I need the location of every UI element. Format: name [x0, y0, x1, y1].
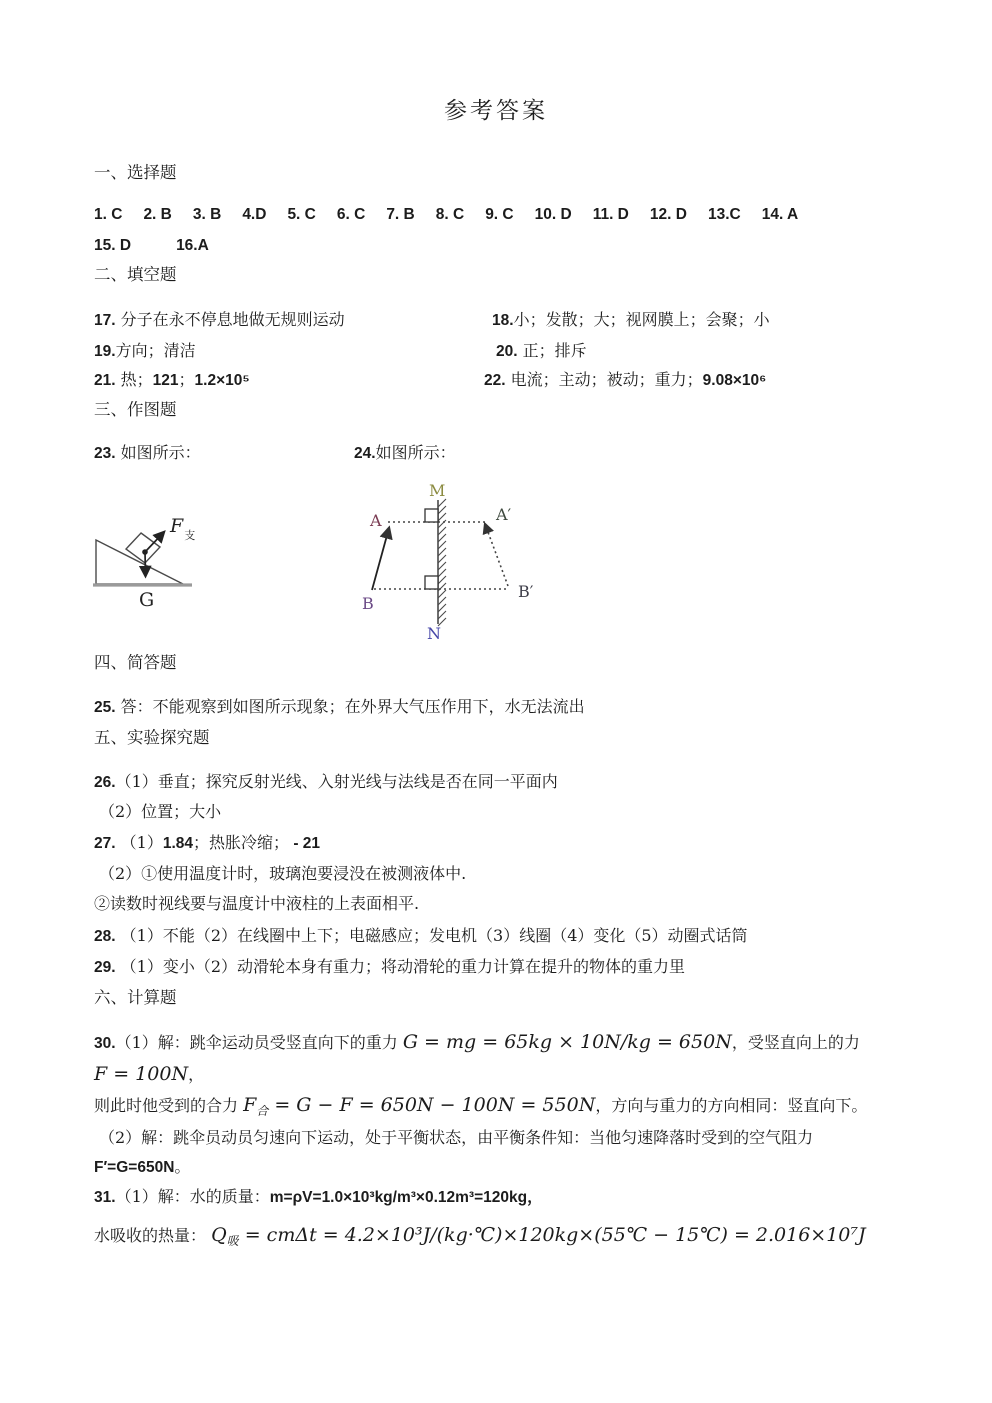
text-segment: = G − F = 650N − 100N = 550N: [268, 1094, 596, 1116]
text-segment: 如图所示：: [375, 443, 456, 462]
answer-23-label: [94, 442, 201, 465]
text-segment: 25.: [94, 699, 116, 716]
text-segment: （1）解：跳伞运动员受竖直向下的重力: [115, 1033, 403, 1052]
figure-23-svg: [88, 500, 218, 622]
answer-26-1: [94, 771, 558, 794]
text-segment: G = mg = 65kg × 10N/kg = 650N: [402, 1031, 732, 1053]
answer-29: [94, 956, 685, 979]
answer-20: [496, 340, 587, 363]
choice-answer: 4.D: [242, 206, 267, 223]
answer-30-line5: [94, 1156, 190, 1179]
text-segment: ，方向与重力的方向相同：竖直向下。: [595, 1096, 868, 1115]
mirror-bottom-label: N: [427, 624, 441, 643]
answer-17: [94, 309, 345, 332]
text-segment: 9.08×10⁶: [702, 372, 767, 389]
text-segment: 20.: [496, 343, 518, 360]
text-segment: ②读数时视线要与温度计中液柱的上表面相平.: [94, 894, 420, 913]
figure-24-svg: [348, 468, 583, 643]
text-segment: 方向；清洁: [115, 341, 196, 360]
choice-answer: 16.A: [176, 237, 209, 254]
choice-answer: 6. C: [336, 206, 366, 223]
answer-31-line2: [94, 1224, 866, 1252]
text-segment: 合: [256, 1104, 269, 1118]
right-angle-mark-B: [425, 576, 438, 589]
support-force-label: $F_支$: [170, 515, 196, 542]
choice-answer: 3. B: [192, 206, 222, 223]
text-segment: （2）解：跳伞员动员匀速向下运动，处于平衡状态，由平衡条件知：当他匀速降落时受到的空气阻力: [99, 1128, 814, 1147]
text-segment: 分子在永不停息地做无规则运动: [115, 310, 345, 329]
text-segment: 22.: [484, 372, 506, 389]
section-heading-calculation: 六、计算题: [94, 988, 177, 1007]
text-segment: 正；排斥: [517, 341, 587, 360]
answer-31-line1: [94, 1186, 543, 1209]
text-segment: = cmΔt = 4.2×10³J/(kg·℃)×120kg×(55℃ − 15℃) = 2.016×10⁷J: [238, 1224, 866, 1246]
answer-30-line3: [94, 1094, 867, 1122]
gravity-arrow: [145, 552, 146, 576]
answer-27-2b: [94, 893, 419, 915]
point-A-prime-label: A′: [496, 505, 512, 524]
answer-21: [94, 369, 250, 392]
text-segment: 电流；主动；被动；重力；: [505, 370, 703, 389]
support-force-arrow: [145, 532, 164, 552]
gravity-label: G: [139, 589, 155, 611]
choice-answer: 11. D: [592, 206, 629, 223]
text-segment: 30.: [94, 1035, 116, 1052]
choice-answer: 13.C: [707, 206, 741, 223]
text-segment: 如图所示：: [115, 443, 201, 462]
object-arrow-BA: [372, 528, 389, 590]
choice-answer: 5. C: [287, 206, 316, 223]
choice-answer: 7. B: [386, 206, 415, 223]
figure-23-incline-forces: [88, 500, 218, 628]
mirror-hatching: [438, 499, 446, 626]
answer-27-1: [94, 832, 320, 855]
text-segment: （1）解：水的质量：: [115, 1187, 270, 1206]
text-segment: 21.: [94, 372, 116, 389]
text-segment: 27.: [94, 835, 116, 852]
choice-answer: 2. B: [143, 206, 172, 223]
mirror-top-label: M: [429, 481, 446, 500]
text-segment: 热；: [115, 370, 153, 389]
page-title: 参考答案: [444, 98, 548, 124]
text-segment: 17.: [94, 312, 116, 329]
text-segment: 18.: [492, 312, 514, 329]
text-segment: 则此时他受到的合力: [94, 1096, 244, 1115]
answer-22: [484, 369, 766, 392]
text-segment: ，: [188, 1065, 205, 1084]
text-segment: 31.: [94, 1189, 116, 1206]
text-segment: 19.: [94, 343, 116, 360]
choice-answer: 8. C: [435, 206, 465, 223]
text-segment: （1）不能（2）在线圈中上下；电磁感应；发电机（3）线圈（4）变化（5）动圈式话筒: [115, 926, 748, 945]
image-arrow-BpAp: [485, 524, 508, 586]
text-segment: 24.: [354, 445, 376, 462]
answer-30-line2: [94, 1063, 204, 1086]
choice-answer: 10. D: [534, 206, 572, 223]
answer-26-2: [99, 801, 221, 823]
text-segment: 29.: [94, 959, 116, 976]
text-segment: 23.: [94, 445, 116, 462]
incline-triangle: [96, 540, 183, 584]
section-heading-fill: 二、填空题: [94, 265, 177, 284]
text-segment: 28.: [94, 928, 116, 945]
answer-28: [94, 925, 748, 948]
answer-18: [492, 309, 770, 332]
text-segment: 答：不能观察到如图所示现象；在外界大气压作用下，水无法流出: [115, 697, 585, 716]
text-segment: （2）①使用温度计时，玻璃泡要浸没在被测液体中.: [99, 864, 467, 883]
choice-answer: 15. D: [94, 237, 132, 254]
text-segment: 26.: [94, 774, 116, 791]
text-segment: 121: [152, 372, 179, 389]
choice-answer: 9. C: [485, 206, 514, 223]
text-segment: F: [243, 1094, 257, 1116]
text-segment: （1）: [115, 833, 163, 852]
text-segment: F′=G=650N: [94, 1159, 175, 1176]
text-segment: 水吸收的热量：: [94, 1226, 212, 1245]
text-segment: 1.84: [162, 835, 194, 852]
choice-answer: 1. C: [94, 206, 123, 223]
answer-25: [94, 696, 585, 719]
text-segment: 1.2×10⁵: [194, 372, 250, 389]
text-segment: - 21: [289, 835, 321, 852]
section-heading-drawing: 三、作图题: [94, 400, 177, 419]
choice-answer: 12. D: [649, 206, 687, 223]
section-heading-short-answer: 四、简答题: [94, 653, 177, 672]
text-segment: ；热胀冷缩；: [193, 833, 290, 852]
text-segment: 。: [174, 1157, 191, 1176]
text-segment: （1）变小（2）动滑轮本身有重力；将动滑轮的重力计算在提升的物体的重力里: [115, 957, 686, 976]
point-B-label: B: [362, 594, 374, 613]
text-segment: （1）垂直；探究反射光线、入射光线与法线是否在同一平面内: [115, 772, 558, 791]
point-B-prime-label: B′: [518, 582, 534, 601]
answer-27-2a: [99, 863, 466, 885]
text-segment: 吸: [226, 1234, 239, 1248]
choice-answers-row-1: [94, 204, 798, 226]
answer-19: [94, 340, 196, 363]
answer-30-line4: [99, 1127, 813, 1149]
section-heading-choice: 一、选择题: [94, 163, 177, 182]
figure-24-mirror-image: [348, 468, 583, 649]
section-heading-experiment: 五、实验探究题: [94, 728, 210, 747]
text-segment: ，受竖直向上的力: [731, 1033, 860, 1052]
answer-24-label: [354, 442, 456, 465]
text-segment: （2）位置；大小: [99, 802, 222, 821]
text-segment: 小；发散；大；视网膜上；会聚；小: [513, 310, 770, 329]
right-angle-mark-A: [425, 509, 438, 522]
choice-answers-row-2: [94, 235, 209, 257]
text-segment: Q: [211, 1224, 227, 1246]
choice-answer: 14. A: [761, 206, 799, 223]
text-segment: m=ρV=1.0×10³kg/m³×0.12m³=120kg，: [269, 1189, 543, 1206]
point-A-label: A: [370, 511, 382, 530]
text-segment: ；: [178, 370, 195, 389]
answer-30-line1: [94, 1031, 860, 1055]
text-segment: F = 100N: [94, 1063, 189, 1085]
